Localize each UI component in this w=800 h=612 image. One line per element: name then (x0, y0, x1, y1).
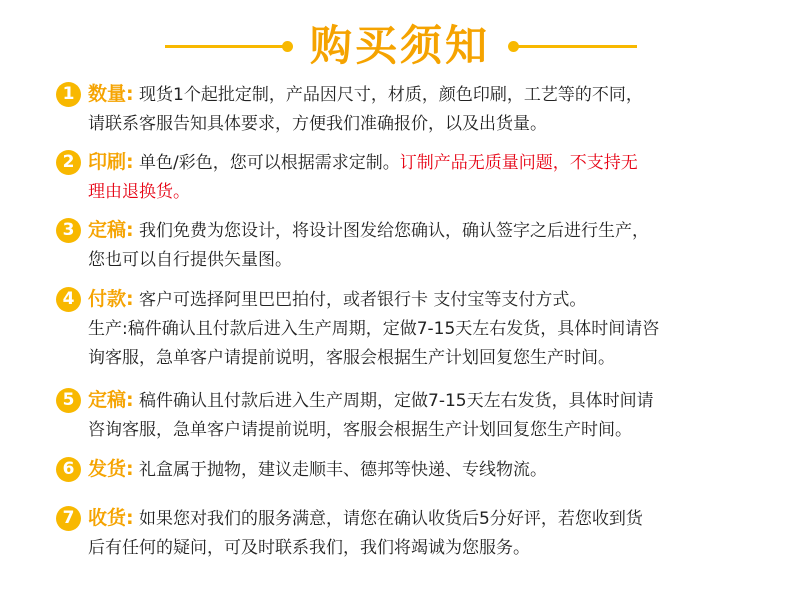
item-text: 生产:稿件确认且付款后进入生产周期，定做7-15天左右发货，具体时间请咨 (88, 319, 660, 339)
number-badge: 5 (56, 388, 81, 413)
item-line-1 (88, 285, 756, 315)
item-text: 单色/彩色，您可以根据需求定制。 (139, 153, 400, 173)
item-line-1 (88, 216, 756, 246)
number-badge: 1 (56, 82, 81, 107)
item-line-1 (88, 80, 756, 110)
number-badge: 2 (56, 150, 81, 175)
warning-text: 理由退换货。 (88, 182, 190, 202)
item-label: 收货: (88, 507, 134, 529)
item-text: 客户可选择阿里巴巴拍付，或者银行卡 支付宝等支付方式。 (139, 290, 587, 310)
item-text: 请联系客服告知具体要求，方便我们准确报价，以及出货量。 (88, 114, 547, 134)
number-badge: 3 (56, 218, 81, 243)
notice-item-design (56, 216, 756, 275)
item-text: 礼盒属于抛物，建议走顺丰、德邦等快递、专线物流。 (139, 460, 548, 480)
notice-item-shipping (56, 455, 756, 485)
item-label: 付款: (88, 288, 134, 310)
item-label: 定稿: (88, 389, 134, 411)
item-text: 后有任何的疑问，可及时联系我们，我们将竭诚为您服务。 (88, 538, 530, 558)
item-line-1 (88, 504, 756, 534)
notice-item-receipt (56, 504, 756, 563)
item-text: 现货1个起批定制，产品因尺寸，材质，颜色印刷，工艺等的不同， (139, 85, 643, 105)
notice-item-printing (56, 148, 756, 207)
page-title: 购买须知 (309, 21, 490, 70)
item-label: 发货: (88, 458, 134, 480)
warning-text: 订制产品无质量问题，不支持无 (399, 153, 638, 173)
notice-item-production (56, 386, 756, 445)
item-line-1 (88, 455, 756, 485)
number-badge: 6 (56, 457, 81, 482)
item-text: 您也可以自行提供矢量图。 (88, 250, 292, 270)
number-badge: 4 (56, 287, 81, 312)
item-label: 印刷: (88, 151, 134, 173)
item-text: 询客服，急单客户请提前说明，客服会根据生产计划回复您生产时间。 (88, 348, 615, 368)
item-text: 如果您对我们的服务满意，请您在确认收货后5分好评，若您收到货 (139, 509, 643, 529)
item-line-1 (88, 148, 756, 178)
item-text: 我们免费为您设计，将设计图发给您确认，确认签字之后进行生产， (139, 221, 650, 241)
notice-item-payment (56, 285, 756, 373)
item-label: 数量: (88, 83, 134, 105)
item-label: 定稿: (88, 219, 134, 241)
number-badge: 7 (56, 506, 81, 531)
item-line-1 (88, 386, 756, 416)
item-text: 稿件确认且付款后进入生产周期，定做7-15天左右发货，具体时间请 (139, 391, 654, 411)
header (0, 18, 800, 78)
item-text: 咨询客服，急单客户请提前说明，客服会根据生产计划回复您生产时间。 (88, 420, 632, 440)
notice-item-quantity (56, 80, 756, 139)
decorative-line-right (517, 45, 637, 48)
